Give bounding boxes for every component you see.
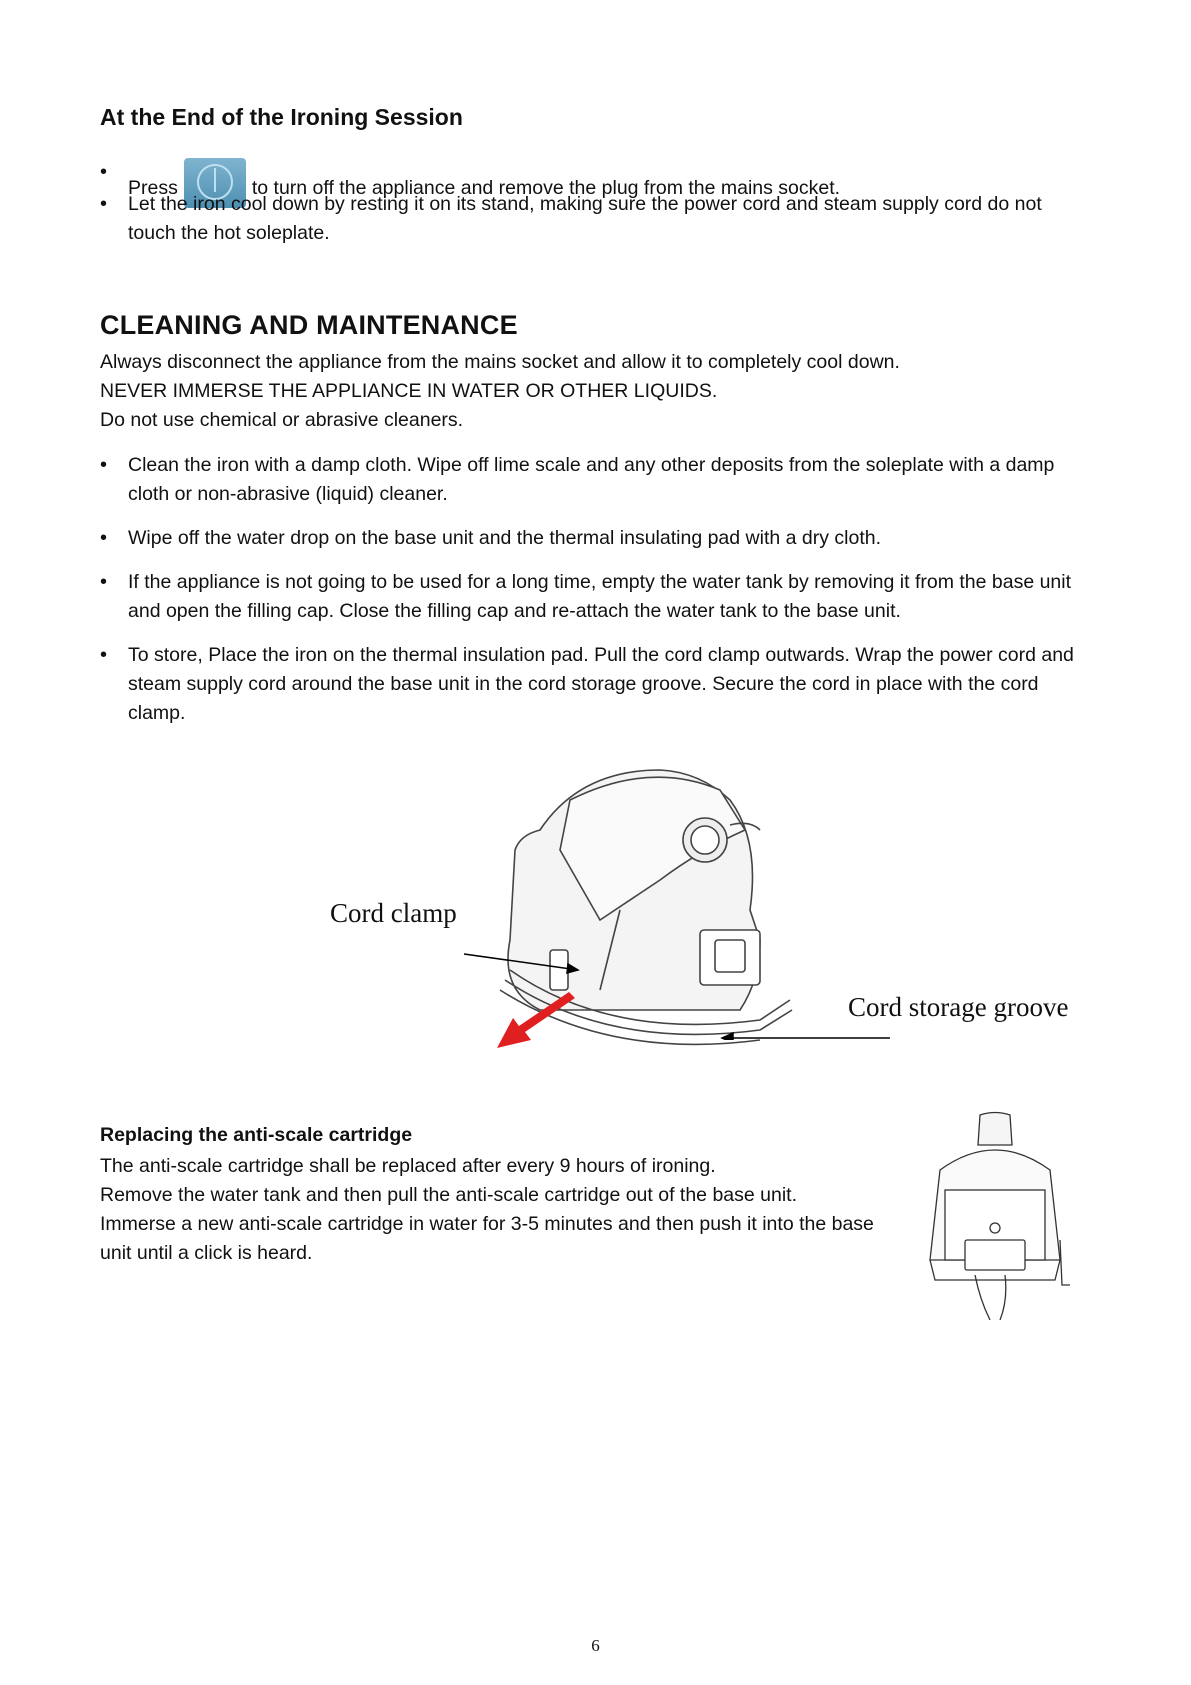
antiscale-line-1: The anti-scale cartridge shall be replaced after every 9 hours of ironing. xyxy=(100,1155,716,1177)
cleaning-list xyxy=(100,451,1090,728)
antiscale-line-2: Remove the water tank and then pull the anti-scale cartridge out of the base unit. xyxy=(100,1184,798,1206)
press-text: Press xyxy=(128,177,178,199)
cleaning-intro-2: NEVER IMMERSE THE APPLIANCE IN WATER OR OTHER LIQUIDS. xyxy=(100,380,718,402)
end-session-heading: At the End of the Ironing Session xyxy=(100,104,463,130)
cartridge-illustration xyxy=(920,1110,1070,1320)
page-number: 6 xyxy=(591,1636,600,1655)
antiscale-line-3: Immerse a new anti-scale cartridge in water for 3-5 minutes and then push it into the base unit until a click is heard. xyxy=(100,1213,874,1264)
cleaning-heading: CLEANING AND MAINTENANCE xyxy=(100,310,518,340)
turn-off-text: to turn off the appliance and remove the plug from the mains socket. xyxy=(251,177,841,199)
list-item: • Let the iron cool down by resting it on its stand, making sure the power cord and steam supply cord do not touch the hot soleplate. xyxy=(100,190,1090,248)
cord-clamp-label: Cord clamp xyxy=(330,898,457,928)
list-item: • Wipe off the water drop on the base unit and the thermal insulating pad with a dry cloth. xyxy=(100,524,1090,553)
end-session-list xyxy=(100,158,1090,248)
callout-lines xyxy=(460,950,900,1040)
list-item: • If the appliance is not going to be used for a long time, empty the water tank by removing it from the base unit and open the filling cap. Close the filling cap and re-attach the water tank to the base unit. xyxy=(100,568,1090,626)
cleaning-intro-3: Do not use chemical or abrasive cleaners. xyxy=(100,409,464,431)
list-item: • To store, Place the iron on the thermal insulation pad. Pull the cord clamp outwards. Wrap the power cord and steam supply cord around the base unit in the cord storage groove. Secure the cord in place with the cord clamp. xyxy=(100,641,1090,728)
list-item xyxy=(100,158,1090,199)
antiscale-heading: Replacing the anti-scale cartridge xyxy=(100,1124,413,1146)
list-item: • Clean the iron with a damp cloth. Wipe off lime scale and any other deposits from the soleplate with a damp cloth or non-abrasive (liquid) cleaner. xyxy=(100,451,1090,509)
cleaning-intro-1: Always disconnect the appliance from the mains socket and allow it to completely cool down. xyxy=(100,351,900,373)
cord-storage-groove-label: Cord storage groove xyxy=(848,992,1069,1022)
